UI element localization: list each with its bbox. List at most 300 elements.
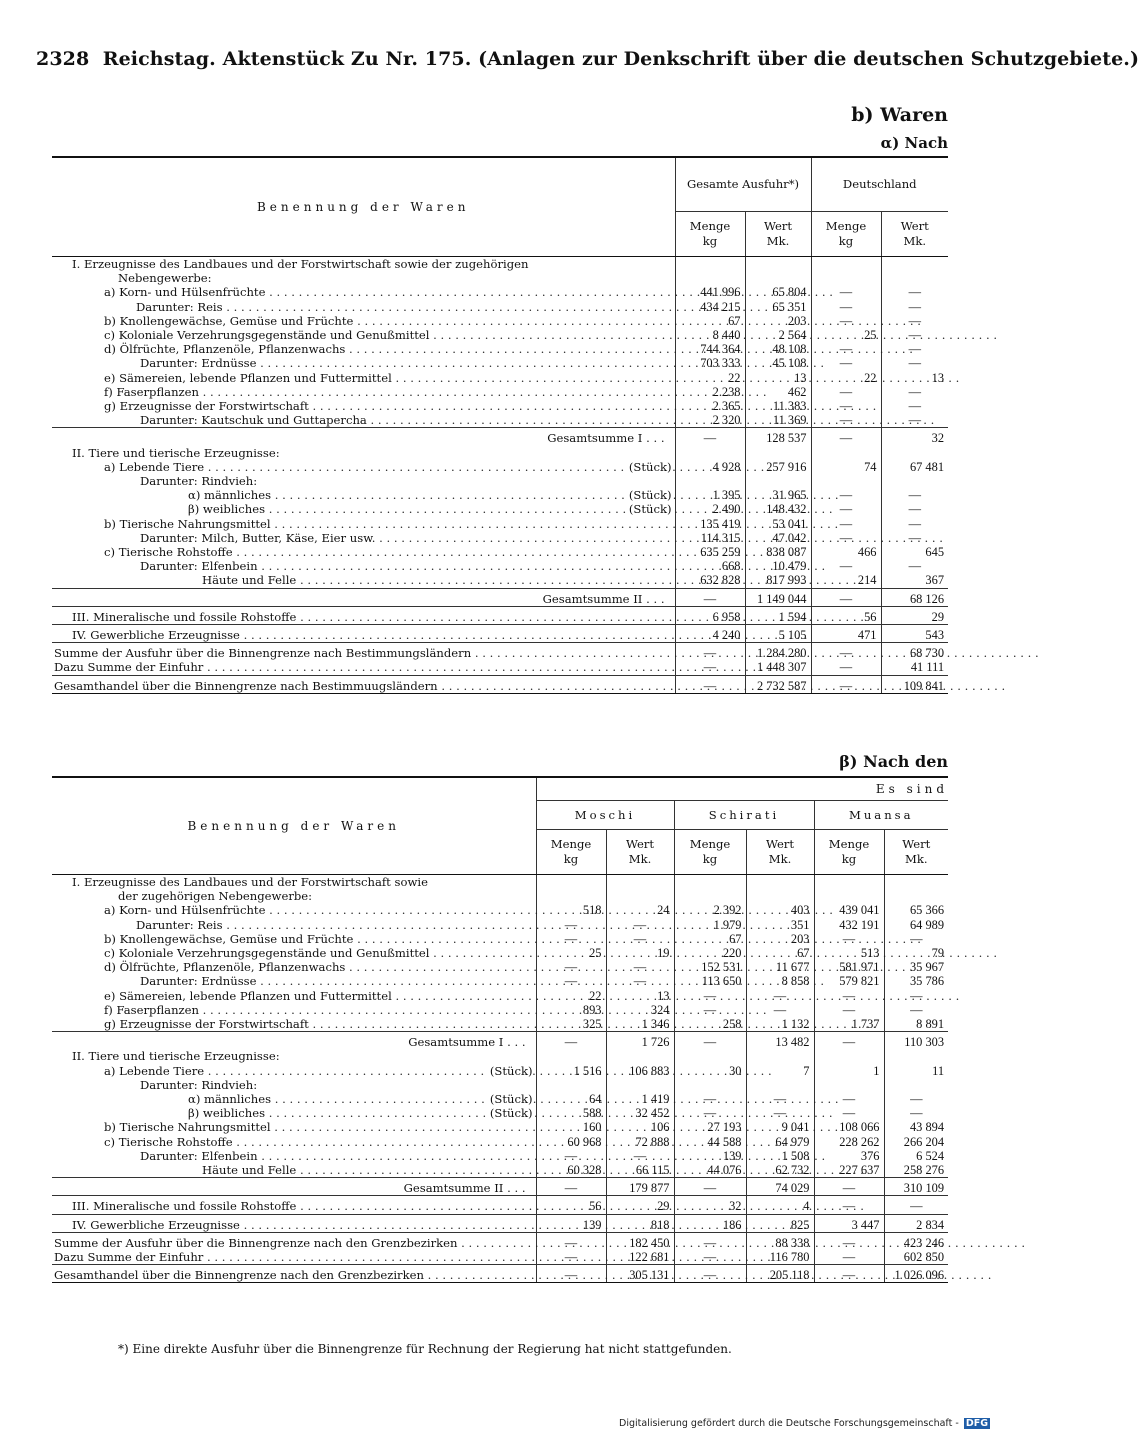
cell-value: 1 448 307 <box>745 660 811 675</box>
row-label-text: β) weibliches . . . <box>188 502 833 516</box>
table-row <box>52 342 948 356</box>
row-label <box>52 1265 536 1283</box>
cell-value: 434 215 <box>675 300 745 314</box>
table-row <box>52 643 948 661</box>
cell-value <box>884 1078 948 1092</box>
cell-value: 1 516 <box>536 1064 606 1078</box>
row-label-text: III. Mineralische und fossile Rohstoffe . . . <box>72 1199 864 1213</box>
cell-value <box>814 875 884 890</box>
cell-value <box>814 889 884 903</box>
cell-value <box>675 257 745 272</box>
table-row <box>52 960 948 974</box>
cell-value: — <box>814 1196 884 1214</box>
row-label-text: Gesamthandel über die Binnengrenze nach Bestimmuugsländern . . . <box>54 679 1005 693</box>
row-label <box>52 1196 536 1214</box>
cell-value: — <box>811 588 881 606</box>
cell-value: — <box>675 428 745 446</box>
row-unit: (Stück) <box>628 488 672 503</box>
cell-value <box>884 1049 948 1063</box>
cell-value: 1 284 280 <box>745 643 811 661</box>
cell-value: 4 928 <box>675 460 745 474</box>
cell-value: 6 524 <box>916 1148 945 1163</box>
cell-value <box>606 1078 674 1092</box>
cell-value: — <box>811 643 881 661</box>
cell-value: 13 <box>745 371 811 385</box>
cell-value: 266 204 <box>903 1134 945 1149</box>
cell-value: 744 364 <box>675 342 745 356</box>
table-row <box>52 488 948 502</box>
cell-value: 351 <box>746 918 814 932</box>
cell-value: — <box>746 1092 814 1106</box>
cell-value: — <box>908 384 921 399</box>
cell-value: — <box>908 342 921 357</box>
cell-value: — <box>811 428 881 446</box>
cell-value: 205 118 <box>746 1265 814 1283</box>
row-label <box>52 517 675 531</box>
cell-value: — <box>908 530 921 545</box>
cell-value: 25 <box>811 328 881 342</box>
row-label-text: I. Erzeugnisse des Landbaues und der Forstwirtschaft sowie der zugehörigen <box>72 257 529 271</box>
cell-value: — <box>814 1003 884 1017</box>
row-label <box>52 1092 536 1106</box>
table-row <box>52 573 948 588</box>
table-row <box>52 413 948 428</box>
col-header-quantity: Menge kg <box>674 830 746 875</box>
row-label <box>52 1032 536 1050</box>
row-label <box>52 399 675 413</box>
col-header-quantity: Menge kg <box>811 211 881 256</box>
cell-value: 13 482 <box>746 1032 814 1050</box>
cell-value: 2 392 <box>674 903 746 917</box>
cell-value: 106 883 <box>606 1064 674 1078</box>
row-label <box>52 903 536 917</box>
row-label-text: β) weibliches . . . <box>188 1106 833 1120</box>
row-label <box>52 643 675 661</box>
row-label <box>52 573 675 588</box>
cell-value: — <box>674 1232 746 1250</box>
cell-value: 29 <box>606 1196 674 1214</box>
row-label-text: Gesamtsumme I . . . <box>408 1035 526 1050</box>
page-number: 2328 <box>36 48 90 70</box>
cell-value: 48 108 <box>745 342 811 356</box>
row-label <box>52 660 675 675</box>
table-row <box>52 1078 948 1092</box>
table-row <box>52 474 948 488</box>
cell-value: — <box>811 675 881 693</box>
row-label <box>52 918 536 932</box>
cell-value: — <box>675 675 745 693</box>
table-row <box>52 314 948 328</box>
cell-value: — <box>908 356 921 371</box>
cell-value: 35 967 <box>909 960 945 975</box>
row-label <box>52 946 536 960</box>
cell-value: — <box>675 643 745 661</box>
cell-value: — <box>811 342 881 356</box>
cell-value: 56 <box>536 1196 606 1214</box>
cell-value: 114 315 <box>675 531 745 545</box>
cell-value: 838 087 <box>745 545 811 559</box>
cell-value <box>675 474 745 488</box>
cell-value: — <box>674 1178 746 1196</box>
row-label-text: Dazu Summe der Einfuhr . . . <box>54 660 771 674</box>
row-label-text: c) Tierische Rohstoffe . . . <box>104 545 800 559</box>
cell-value: — <box>811 660 881 675</box>
row-label-text: f) Faserpflanzen . . . <box>104 1003 767 1017</box>
row-label-text: Darunter: Reis . . . <box>136 300 790 314</box>
cell-value <box>606 1049 674 1063</box>
cell-value: — <box>811 314 881 328</box>
row-label <box>52 257 675 272</box>
row-label-text: b) Knollengewächse, Gemüse und Früchte . . . <box>104 932 921 946</box>
col-header-quantity: Menge kg <box>675 211 745 256</box>
row-label <box>52 446 675 460</box>
row-label <box>52 271 675 285</box>
cell-value: — <box>910 1002 923 1017</box>
cell-value: 152 531 <box>674 960 746 974</box>
cell-value: 31 965 <box>745 488 811 502</box>
table-row <box>52 428 948 446</box>
cell-value: 67 <box>746 946 814 960</box>
row-label <box>52 606 675 624</box>
cell-value: — <box>811 300 881 314</box>
cell-value: — <box>536 1265 606 1283</box>
cell-value: 432 191 <box>814 918 884 932</box>
cell-value: 128 537 <box>745 428 811 446</box>
cell-value: 41 111 <box>910 660 945 675</box>
cell-value: — <box>746 1003 814 1017</box>
cell-value: — <box>811 517 881 531</box>
cell-value: — <box>811 413 881 428</box>
cell-value: 11 369 <box>745 413 811 428</box>
table-row <box>52 903 948 917</box>
row-label <box>52 1120 536 1134</box>
row-label-text: e) Sämereien, lebende Pflanzen und Futtermittel . . . <box>104 989 959 1003</box>
row-label-text: a) Korn- und Hülsenfrüchte . . . <box>104 285 833 299</box>
col-header-value: Wert Mk. <box>881 211 948 256</box>
cell-value: — <box>908 502 921 517</box>
cell-value: — <box>814 1092 884 1106</box>
section-b-subtitle: β) Nach den <box>839 752 948 771</box>
cell-value <box>536 1049 606 1063</box>
cell-value: — <box>908 328 921 343</box>
cell-value: — <box>908 488 921 503</box>
table-row <box>52 385 948 399</box>
cell-value: — <box>536 918 606 932</box>
cell-value: 65 351 <box>745 300 811 314</box>
cell-value: 632 828 <box>675 573 745 588</box>
cell-value: 45 108 <box>745 356 811 370</box>
row-label <box>52 413 675 428</box>
row-label-text: II. Tiere und tierische Erzeugnisse: <box>72 1049 280 1064</box>
cell-value: — <box>536 1232 606 1250</box>
cell-value: — <box>606 918 674 932</box>
cell-value: 67 481 <box>909 459 945 474</box>
cell-value: — <box>908 516 921 531</box>
cell-value: 30 <box>674 1064 746 1078</box>
table-row <box>52 257 948 272</box>
row-label-text: Darunter: Rindvieh: <box>140 1077 258 1092</box>
table-row <box>52 946 948 960</box>
cell-value <box>746 1078 814 1092</box>
row-label-text: Darunter: Erdnüsse . . . <box>140 356 824 370</box>
cell-value <box>745 474 811 488</box>
cell-value: 376 <box>814 1149 884 1163</box>
cell-value: 1 594 <box>745 606 811 624</box>
cell-value <box>746 889 814 903</box>
row-label-text: a) Lebende Tiere . . . <box>104 460 772 474</box>
row-label <box>52 1214 536 1232</box>
row-label <box>52 428 675 446</box>
row-label <box>52 460 675 474</box>
table-row <box>52 531 948 545</box>
row-label <box>52 889 536 903</box>
table-row <box>52 1214 948 1232</box>
row-label-text: f) Faserpflanzen . . . <box>104 385 767 399</box>
table-row <box>52 1232 948 1250</box>
cell-value: 5 105 <box>745 625 811 643</box>
col-header-value: Wert Mk. <box>884 830 948 875</box>
section-a-subtitle: α) Nach <box>880 134 948 152</box>
cell-value: 13 <box>931 370 945 385</box>
row-label <box>52 1064 536 1078</box>
cell-value: 220 <box>674 946 746 960</box>
table-row <box>52 1003 948 1017</box>
digitization-credit <box>619 1418 990 1429</box>
table-row <box>52 1049 948 1063</box>
cell-value: 214 <box>811 573 881 588</box>
cell-value: 518 <box>536 903 606 917</box>
row-label-text: c) Tierische Rohstoffe . . . <box>104 1135 800 1149</box>
credit-text: Digitalisierung gefördert durch die Deutsche Forschungsgemeinschaft - <box>619 1418 959 1429</box>
cell-value: 106 <box>606 1120 674 1134</box>
cell-value: 25 <box>536 946 606 960</box>
running-head <box>36 48 1139 70</box>
table-row <box>52 1163 948 1178</box>
cell-value: 11 677 <box>746 960 814 974</box>
cell-value: — <box>910 1106 923 1121</box>
row-label <box>52 545 675 559</box>
row-label <box>52 875 536 890</box>
export-table-border-districts <box>52 776 948 1283</box>
cell-value: 1 <box>814 1064 884 1078</box>
row-label-text: Häute und Felle . . . <box>202 1163 864 1177</box>
cell-value: 325 <box>536 1017 606 1032</box>
table-row <box>52 1017 948 1032</box>
cell-value <box>675 271 745 285</box>
cell-value: 43 894 <box>909 1120 945 1135</box>
page-title: Reichstag. Aktenstück Zu Nr. 175. (Anlagen zur Denkschrift über die deutschen Schutzgebiete.) <box>102 48 1139 70</box>
cell-value: 13 <box>606 989 674 1003</box>
cell-value: 88 338 <box>746 1232 814 1250</box>
cell-value: 60 328 <box>536 1163 606 1178</box>
cell-value: 10 479 <box>745 559 811 573</box>
row-label-text: Darunter: Elfenbein . . . <box>140 1149 825 1163</box>
cell-value: 19 <box>606 946 674 960</box>
table-row <box>52 271 948 285</box>
row-label <box>52 356 675 370</box>
row-label-text: g) Erzeugnisse der Forstwirtschaft . . . <box>104 399 876 413</box>
table-row <box>52 356 948 370</box>
row-label-text: α) männliches . . . <box>188 1092 839 1106</box>
cell-value: 64 <box>536 1092 606 1106</box>
row-label <box>52 1232 536 1250</box>
cell-value: 581 971 <box>814 960 884 974</box>
cell-value: 602 850 <box>903 1250 945 1265</box>
cell-value: — <box>910 1092 923 1107</box>
col-header-quantity: Menge kg <box>814 830 884 875</box>
row-label <box>52 625 675 643</box>
cell-value: 2 490 <box>675 502 745 516</box>
row-label <box>52 531 675 545</box>
cell-value: 60 968 <box>536 1135 606 1149</box>
table-row <box>52 517 948 531</box>
cell-value: 635 259 <box>675 545 745 559</box>
cell-value: — <box>908 285 921 300</box>
cell-value: 258 276 <box>903 1163 945 1178</box>
row-label <box>52 1017 536 1032</box>
row-label-text: I. Erzeugnisse des Landbaues und der Forstwirtschaft sowie <box>72 875 428 889</box>
cell-value: — <box>811 531 881 545</box>
cell-value: 182 450 <box>606 1232 674 1250</box>
cell-value: — <box>814 989 884 1003</box>
cell-value: 113 650 <box>674 974 746 988</box>
cell-value: — <box>536 1250 606 1265</box>
row-unit: (Stück) <box>489 1092 533 1107</box>
cell-value: — <box>675 660 745 675</box>
cell-value: 893 <box>536 1003 606 1017</box>
cell-value: — <box>606 974 674 988</box>
row-label-text: Gesamthandel über die Binnengrenze nach den Grenzbezirken . . . <box>54 1268 992 1282</box>
cell-value: — <box>606 960 674 974</box>
cell-value <box>606 875 674 890</box>
cell-value: 8 891 <box>916 1017 945 1032</box>
cell-value: 139 <box>674 1149 746 1163</box>
cell-value: 139 <box>536 1214 606 1232</box>
cell-value: — <box>908 313 921 328</box>
col-group-moschi: Moschi <box>536 801 674 830</box>
row-label-text: b) Knollengewächse, Gemüse und Früchte . . . <box>104 314 921 328</box>
cell-value <box>881 271 948 285</box>
cell-value: 543 <box>881 625 948 643</box>
table-row <box>52 502 948 516</box>
row-label <box>52 1178 536 1196</box>
cell-value: 645 <box>925 545 945 560</box>
row-label <box>52 960 536 974</box>
table-row <box>52 932 948 946</box>
cell-value: 203 <box>746 932 814 946</box>
cell-value: 186 <box>674 1214 746 1232</box>
row-label-text: e) Sämereien, lebende Pflanzen und Futtermittel . . . <box>104 371 959 385</box>
row-label <box>52 385 675 399</box>
cell-value: 11 <box>932 1063 945 1078</box>
table-row <box>52 1178 948 1196</box>
cell-value: — <box>674 989 746 1003</box>
cell-value <box>745 446 811 460</box>
cell-value: 135 419 <box>675 517 745 531</box>
cell-value: 2 238 <box>675 385 745 399</box>
row-label-text: Summe der Ausfuhr über die Binnengrenze nach den Grenzbezirken . . . <box>54 1236 1025 1250</box>
cell-value: — <box>811 285 881 299</box>
cell-value: 471 <box>811 625 881 643</box>
table-row <box>52 446 948 460</box>
row-label <box>52 1003 536 1017</box>
row-label-text: b) Tierische Nahrungsmittel . . . <box>104 517 838 531</box>
row-label-text: IV. Gewerbliche Erzeugnisse . . . <box>72 1218 807 1232</box>
cell-value: 8 858 <box>746 974 814 988</box>
cell-value: 8 440 <box>675 328 745 342</box>
row-label <box>52 328 675 342</box>
cell-value: — <box>606 1149 674 1163</box>
footnote: *) Eine direkte Ausfuhr über die Binnengrenze für Rechnung der Regierung hat nicht stattgefunden. <box>118 1342 732 1356</box>
table-row <box>52 1092 948 1106</box>
cell-value: 24 <box>606 903 674 917</box>
cell-value: 67 <box>675 314 745 328</box>
cell-value <box>746 875 814 890</box>
table-row <box>52 989 948 1003</box>
row-label-text: a) Korn- und Hülsenfrüchte . . . <box>104 903 833 917</box>
cell-value: — <box>910 931 923 946</box>
table-row <box>52 675 948 693</box>
table-row <box>52 1265 948 1283</box>
cell-value: 68 126 <box>881 588 948 606</box>
cell-value: 423 246 <box>884 1232 948 1250</box>
row-label <box>52 1049 536 1063</box>
cell-value: 703 333 <box>675 356 745 370</box>
row-label-text: Häute und Felle . . . <box>202 573 864 587</box>
row-label <box>52 675 675 693</box>
table-row <box>52 1064 948 1078</box>
row-label-text: Gesamtsumme II . . . <box>403 1181 526 1196</box>
row-label-text: der zugehörigen Nebengewerbe: <box>118 889 313 904</box>
table-row <box>52 300 948 314</box>
row-label-text: Darunter: Erdnüsse . . . <box>140 974 824 988</box>
cell-value <box>811 446 881 460</box>
row-unit: (Stück) <box>489 1106 533 1121</box>
cell-value: — <box>908 399 921 414</box>
cell-value: 179 877 <box>606 1178 674 1196</box>
col-group-total-export: Gesamte Ausfuhr*) <box>675 157 811 211</box>
cell-value: — <box>674 1032 746 1050</box>
cell-value <box>884 889 948 903</box>
cell-value: 53 041 <box>745 517 811 531</box>
cell-value: 1 419 <box>606 1092 674 1106</box>
row-label <box>52 1250 536 1265</box>
cell-value: 122 681 <box>606 1250 674 1265</box>
cell-value: 116 780 <box>746 1250 814 1265</box>
row-unit: (Stück) <box>489 1063 533 1078</box>
row-label-text: Darunter: Reis . . . <box>136 918 790 932</box>
row-label-text: Darunter: Rindvieh: <box>140 474 258 489</box>
row-label <box>52 974 536 988</box>
table-row <box>52 1120 948 1134</box>
table-row <box>52 1106 948 1120</box>
col-group-schirati: Schirati <box>674 801 814 830</box>
cell-value: 7 <box>746 1064 814 1078</box>
cell-value: — <box>884 1196 948 1214</box>
row-label <box>52 1163 536 1178</box>
row-label-text: b) Tierische Nahrungsmittel . . . <box>104 1120 838 1134</box>
row-label <box>52 371 675 385</box>
table-row <box>52 1250 948 1265</box>
cell-value: 9 041 <box>746 1120 814 1134</box>
cell-value <box>881 257 948 272</box>
col-header-goods: Benennung der Waren <box>52 157 675 257</box>
table-row <box>52 588 948 606</box>
row-label <box>52 1106 536 1120</box>
dfg-logo: DFG <box>965 1418 988 1429</box>
cell-value: 462 <box>745 385 811 399</box>
cell-value: 66 115 <box>606 1163 674 1178</box>
